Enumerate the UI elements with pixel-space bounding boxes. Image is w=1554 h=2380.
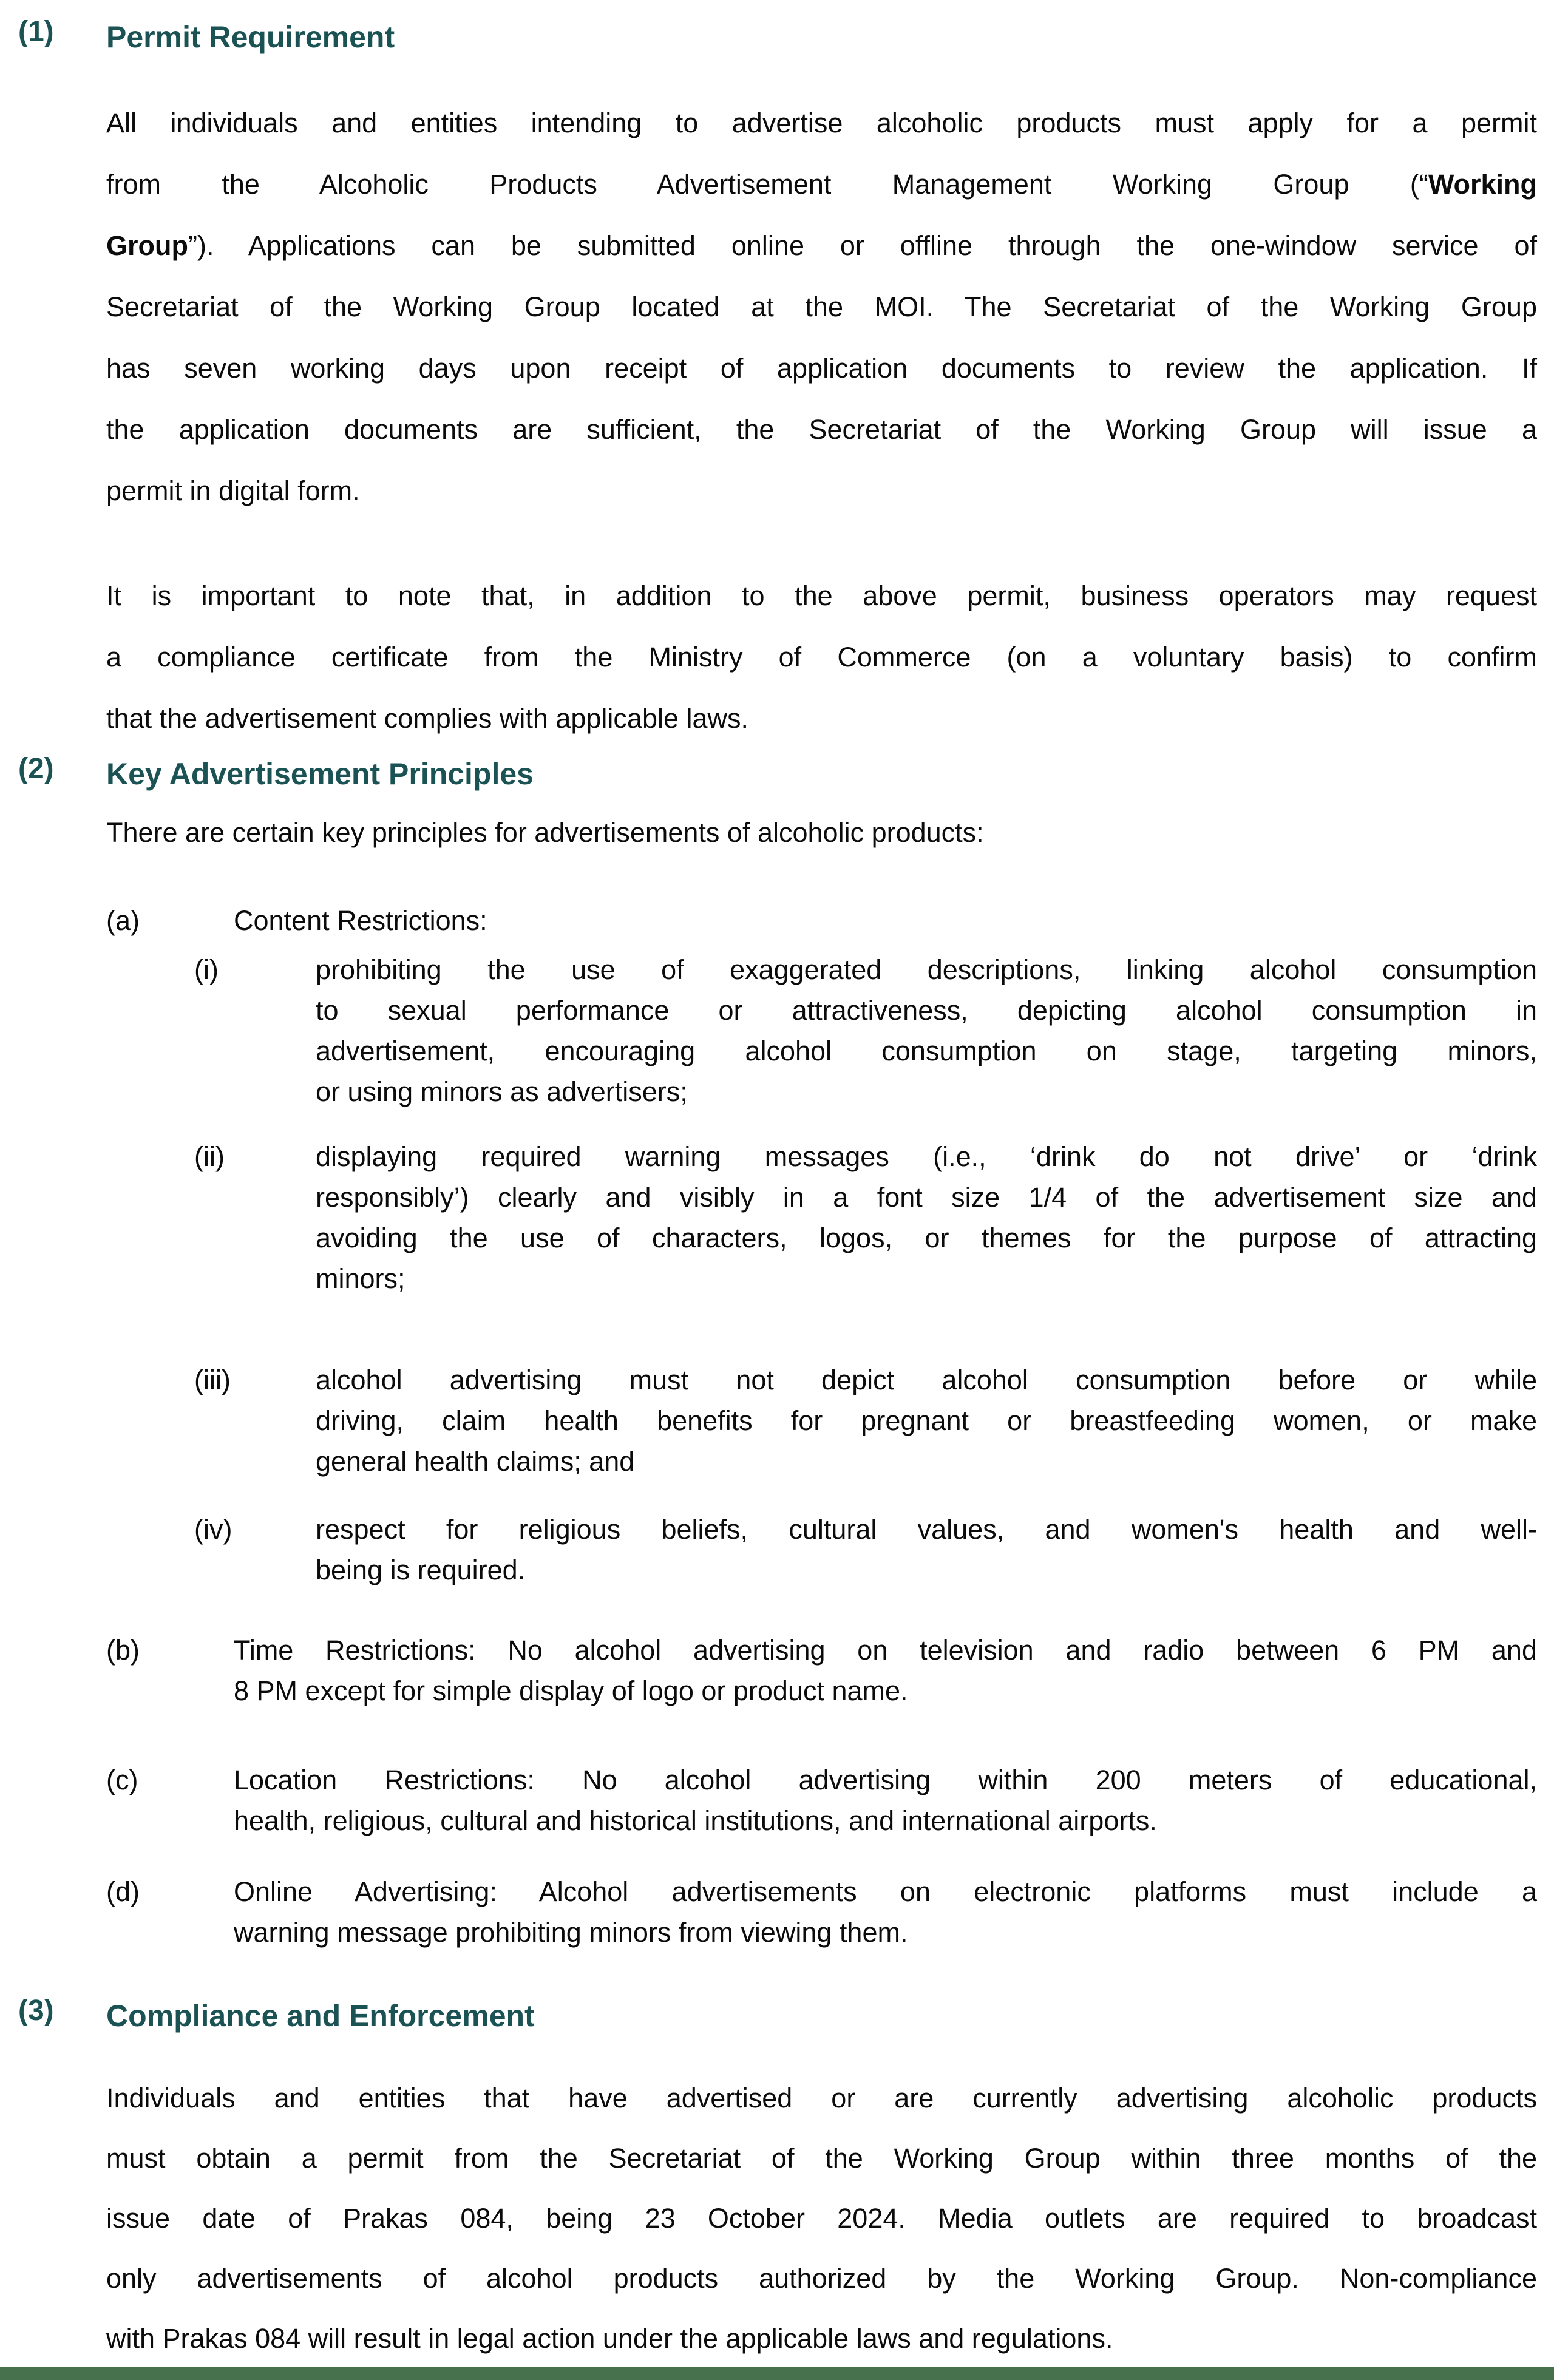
text-line: issue date of Prakas 084, being 23 October 2024. Media outlets are required to broadcast [106, 2203, 1537, 2234]
list-subitem-iv [194, 1509, 1537, 1590]
list-marker-iii: (iii) [194, 1365, 231, 1395]
text-line: advertisement, encouraging alcohol consumption on stage, targeting minors, [316, 1036, 1537, 1066]
list-subitem-iii-text [316, 1360, 1537, 1482]
text-line: avoiding the use of characters, logos, or themes for the purpose of attracting [316, 1222, 1537, 1253]
text-line: only advertisements of alcohol products authorized by the Working Group. Non-compliance [106, 2263, 1537, 2294]
section-2-number: (2) [18, 753, 54, 785]
text-line: health, religious, cultural and historical institutions, and international airports. [234, 1805, 1157, 1836]
text-line: must obtain a permit from the Secretariat of the Working Group within three months of the [106, 2143, 1537, 2174]
text-line: permit in digital form. [106, 475, 360, 506]
text-line: minors; [316, 1263, 405, 1294]
section-1-title: Permit Requirement [106, 20, 395, 54]
text-line: 8 PM except for simple display of logo or product name. [234, 1675, 908, 1706]
text-line: warning message prohibiting minors from viewing them. [234, 1917, 908, 1948]
list-item-c [106, 1760, 1537, 1841]
text-line: prohibiting the use of exaggerated descriptions, linking alcohol consumption [316, 954, 1537, 985]
section-3-title: Compliance and Enforcement [106, 1999, 535, 2033]
footer-accent-bar [0, 2367, 1554, 2380]
text-line: with Prakas 084 will result in legal action under the applicable laws and regulations. [106, 2323, 1113, 2354]
list-marker-i: (i) [194, 954, 219, 985]
text-line: Time Restrictions: No alcohol advertising on television and radio between 6 PM and [234, 1635, 1537, 1666]
text-line: has seven working days upon receipt of application documents to review the application. If [106, 353, 1537, 384]
list-marker-iv: (iv) [194, 1514, 232, 1545]
section-2-title: Key Advertisement Principles [106, 757, 534, 791]
text-line: Content Restrictions: [234, 905, 487, 936]
text-line: Individuals and entities that have advertised or are currently advertising alcoholic products [106, 2083, 1537, 2114]
list-subitem-iii [194, 1360, 1537, 1482]
section-2-heading [18, 755, 1537, 793]
compliance-paragraph [106, 2068, 1537, 2368]
section-1-number: (1) [18, 16, 54, 48]
text-line: from the Alcoholic Products Advertisement Management Working Group (“Working [106, 169, 1537, 200]
text-line: respect for religious beliefs, cultural values, and women's health and well- [316, 1514, 1537, 1545]
text-line: general health claims; and [316, 1446, 635, 1477]
permit-paragraph-2 [106, 565, 1537, 749]
permit-paragraph-1 [106, 92, 1537, 521]
text-line: or using minors as advertisers; [316, 1076, 688, 1107]
text-line: Online Advertising: Alcohol advertisements on electronic platforms must include a [234, 1876, 1537, 1907]
list-item-c-text [234, 1760, 1537, 1841]
list-marker-c: (c) [106, 1765, 138, 1795]
principles-intro: There are certain key principles for advertisements of alcoholic products: [106, 817, 984, 848]
text-line: It is important to note that, in addition to the above permit, business operators may request [106, 580, 1537, 611]
text-line: being is required. [316, 1554, 526, 1585]
text-line: alcohol advertising must not depict alcohol consumption before or while [316, 1365, 1537, 1395]
list-marker-d: (d) [106, 1876, 140, 1907]
list-subitem-ii [194, 1136, 1537, 1299]
list-marker-ii: (ii) [194, 1141, 225, 1172]
list-item-b-text [234, 1630, 1537, 1711]
text-line: to sexual performance or attractiveness, depicting alcohol consumption in [316, 995, 1537, 1026]
text-line: driving, claim health benefits for pregnant or breastfeeding women, or make [316, 1405, 1537, 1436]
list-subitem-ii-text [316, 1136, 1537, 1299]
text-line: Secretariat of the Working Group located at the MOI. The Secretariat of the Working Group [106, 291, 1537, 322]
list-subitem-i [194, 949, 1537, 1112]
text-line: displaying required warning messages (i.e., ‘drink do not drive’ or ‘drink [316, 1141, 1537, 1172]
text-line: Group”). Applications can be submitted online or offline through the one-window service of [106, 230, 1537, 261]
list-item-d-text [234, 1871, 1537, 1953]
list-marker-b: (b) [106, 1635, 140, 1666]
list-subitem-iv-text [316, 1509, 1537, 1590]
list-marker-a: (a) [106, 905, 140, 936]
text-line: Location Restrictions: No alcohol advertising within 200 meters of educational, [234, 1765, 1537, 1795]
list-item-d [106, 1871, 1537, 1953]
list-subitem-i-text [316, 949, 1537, 1112]
list-item-a [106, 900, 1537, 941]
section-3-heading [18, 1997, 1537, 2035]
text-line: that the advertisement complies with applicable laws. [106, 703, 749, 734]
text-line: All individuals and entities intending to advertise alcoholic products must apply for a permit [106, 107, 1537, 138]
section-1-heading [18, 18, 1537, 56]
text-line: responsibly’) clearly and visibly in a font size 1/4 of the advertisement size and [316, 1182, 1537, 1213]
section-3-number: (3) [18, 1995, 54, 2027]
text-line: the application documents are sufficient, the Secretariat of the Working Group will issue a [106, 414, 1537, 445]
text-line: a compliance certificate from the Ministry of Commerce (on a voluntary basis) to confirm [106, 642, 1537, 673]
list-item-b [106, 1630, 1537, 1711]
list-item-a-text [234, 900, 1537, 941]
